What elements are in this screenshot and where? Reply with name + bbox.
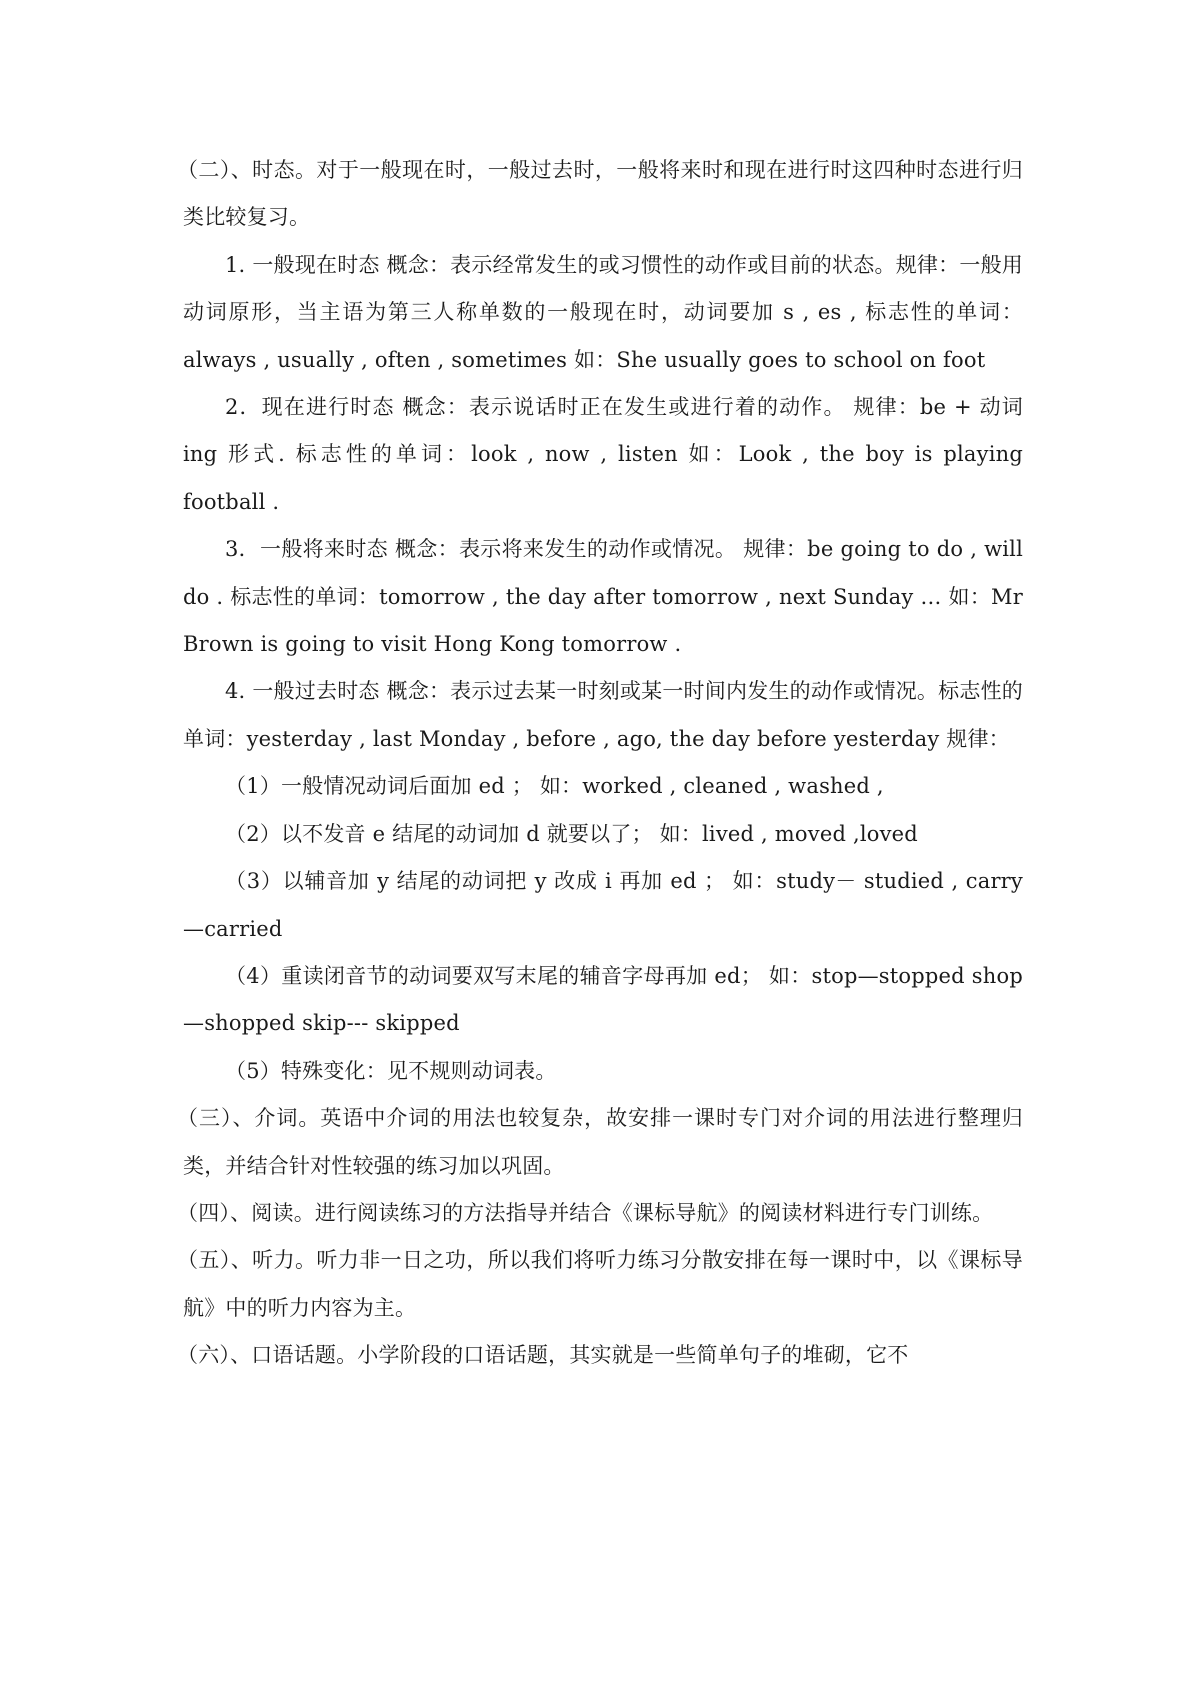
paragraph-present-continuous: 2．现在进行时态 概念：表示说话时正在发生或进行着的动作。 规律：be + 动词 ing 形式. 标志性的单词：look , now , listen 如：Look , the boy is playing football . — [183, 395, 1023, 514]
paragraph-reading: （四）、阅读。进行阅读练习的方法指导并结合《课标导航》的阅读材料进行专门训练。 — [177, 1200, 994, 1225]
rule-item-4: （4）重读闭音节的动词要双写末尾的辅音字母再加 ed； 如：stop—stopped shop—shopped skip--- skipped — [183, 963, 1023, 1036]
paragraph-speaking: （六）、口语话题。小学阶段的口语话题，其实就是一些简单句子的堆砌，它不 — [177, 1343, 909, 1368]
paragraph-prepositions: （三）、介词。英语中介词的用法也较复杂，故安排一课时专门对介词的用法进行整理归类，并结合针对性较强的练习加以巩固。 — [177, 1106, 1023, 1178]
paragraph-simple-past: 4. 一般过去时态 概念：表示过去某一时刻或某一时间内发生的动作或情况。标志性的单词：yesterday , last Monday , before , ago, the day before yesterday 规律： — [183, 679, 1023, 751]
rule-item-1: （1）一般情况动词后面加 ed ； 如：worked , cleaned , washed , — [225, 774, 884, 799]
document-body — [177, 147, 1023, 1380]
paragraph-listening: （五）、听力。听力非一日之功，所以我们将听力练习分散安排在每一课时中，以《课标导航》中的听力内容为主。 — [177, 1248, 1023, 1320]
rule-item-3: （3）以辅音加 y 结尾的动词把 y 改成 i 再加 ed ； 如：study－ studied , carry—carried — [183, 869, 1023, 941]
rule-item-5: （5）特殊变化：见不规则动词表。 — [225, 1058, 557, 1083]
paragraph-simple-present: 1. 一般现在时态 概念：表示经常发生的或习惯性的动作或目前的状态。规律：一般用动词原形，当主语为第三人称单数的一般现在时，动词要加 s , es , 标志性的单词：always , usually , often , sometimes 如：She usually goes to school on foot — [183, 252, 1023, 372]
paragraph-tense-intro: （二）、时态。对于一般现在时，一般过去时，一般将来时和现在进行时这四种时态进行归类比较复习。 — [177, 158, 1023, 230]
paragraph-simple-future: 3．一般将来时态 概念：表示将来发生的动作或情况。 规律：be going to do , will do . 标志性的单词：tomorrow , the day after tomorrow , next Sunday … 如：Mr Brown is going to visit Hong Kong tomorrow . — [183, 537, 1023, 657]
rule-item-2: （2）以不发音 e 结尾的动词加 d 就要以了； 如：lived , moved ,loved — [225, 821, 918, 846]
